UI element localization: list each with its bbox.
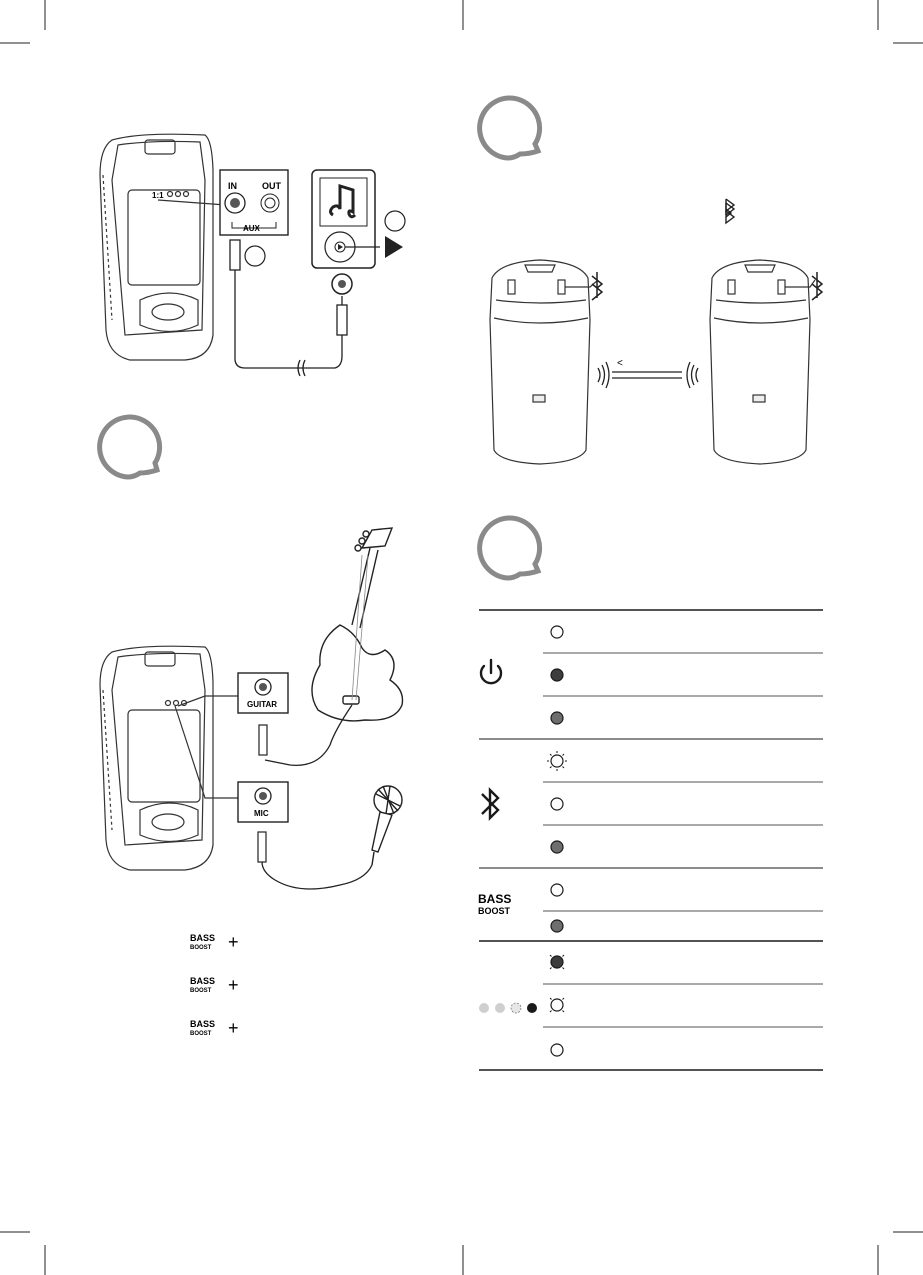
speaker-right bbox=[710, 260, 815, 464]
led-off-icon bbox=[551, 798, 563, 810]
speech-bubble-icon bbox=[480, 98, 540, 158]
power-icon bbox=[481, 660, 501, 683]
mic-plug bbox=[258, 832, 266, 862]
led-off-icon bbox=[551, 626, 563, 638]
led-flashing-icon bbox=[550, 998, 564, 1012]
led-solid-icon bbox=[551, 920, 563, 932]
bass-boost-combo-1 bbox=[190, 932, 239, 952]
aux-label: AUX bbox=[243, 224, 260, 233]
play-arrow-icon bbox=[385, 236, 403, 258]
plus-symbol: + bbox=[228, 932, 239, 952]
battery-dots-icon bbox=[479, 1003, 537, 1013]
plus-symbol: + bbox=[228, 975, 239, 995]
bass-boost-label-line2: BOOST bbox=[190, 945, 212, 951]
bluetooth-icon bbox=[592, 272, 602, 300]
mic-label: MIC bbox=[254, 809, 269, 818]
speaker-aux-illustration bbox=[100, 134, 226, 360]
bass-boost-label-line2: BOOST bbox=[190, 1031, 212, 1037]
step-circle bbox=[385, 211, 405, 231]
speech-bubble-icon bbox=[100, 417, 160, 477]
bluetooth-icon bbox=[726, 199, 734, 223]
bass-boost-label-line1: BASS bbox=[190, 1019, 216, 1029]
aux-out-label: OUT bbox=[262, 181, 281, 191]
guitar-label: GUITAR bbox=[247, 700, 278, 709]
guitar-icon bbox=[312, 528, 403, 721]
microphone-icon bbox=[372, 786, 402, 865]
music-player-icon bbox=[312, 170, 375, 294]
bass-boost-combo-2 bbox=[190, 975, 239, 995]
bluetooth-icon bbox=[812, 272, 822, 300]
led-indicators bbox=[547, 626, 567, 1056]
plus-symbol: + bbox=[228, 1018, 239, 1038]
speech-bubble-icon bbox=[480, 518, 540, 578]
speaker-left bbox=[490, 260, 598, 464]
led-flashing-icon bbox=[550, 955, 564, 969]
aux-in-label: IN bbox=[228, 181, 237, 191]
wireless-link bbox=[598, 362, 698, 388]
aux-step-marker: 1:1 bbox=[152, 191, 164, 200]
bass-boost-label-line2: BOOST bbox=[190, 988, 212, 994]
bass-boost-combo-3 bbox=[190, 1018, 239, 1038]
speaker-guitar-illustration bbox=[100, 646, 240, 870]
guitar-plug bbox=[259, 725, 267, 755]
bass-boost-line2: BOOST bbox=[478, 906, 511, 916]
bass-boost-label-line1: BASS bbox=[190, 976, 216, 986]
bluetooth-icon bbox=[482, 790, 498, 818]
step-circle bbox=[245, 246, 265, 266]
led-off-icon bbox=[551, 884, 563, 896]
bass-boost-label-line1: BASS bbox=[190, 933, 216, 943]
led-off-icon bbox=[551, 1044, 563, 1056]
led-solid-icon bbox=[551, 669, 563, 681]
bass-boost-label bbox=[478, 892, 511, 916]
wave-symbol: < bbox=[617, 358, 623, 369]
bass-boost-line1: BASS bbox=[478, 892, 512, 906]
led-table bbox=[479, 610, 823, 1070]
led-solid-icon bbox=[551, 712, 563, 724]
led-solid-icon bbox=[551, 841, 563, 853]
guitar-cable bbox=[265, 705, 352, 765]
led-flashing-icon bbox=[547, 751, 567, 771]
mic-cable bbox=[262, 862, 372, 889]
